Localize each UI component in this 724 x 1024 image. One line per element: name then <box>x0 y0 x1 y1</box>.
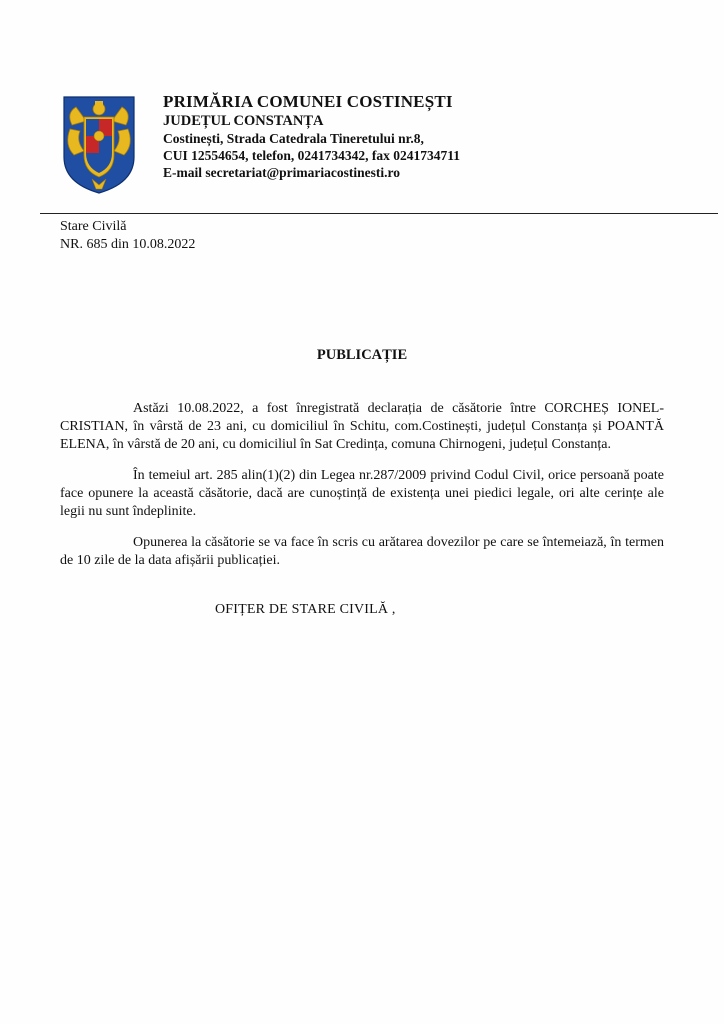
coat-of-arms-icon <box>62 95 136 195</box>
paragraph-opposition-terms: Opunerea la căsătorie se va face în scris cu arătarea dovezilor pe care se întemeiază, în termen de 10 zile de la data afișării publicației. <box>60 535 664 568</box>
institution-contact: CUI 12554654, telefon, 0241734342, fax 0241734711 <box>163 148 460 163</box>
signature-line: OFIȚER DE STARE CIVILĂ , <box>215 602 396 617</box>
institution-address: Costinești, Strada Catedrala Tineretului nr.8, <box>163 131 424 146</box>
paragraph-declaration: Astăzi 10.08.2022, a fost înregistrată declarația de căsătorie între CORCHEȘ IONEL-CRISTIAN, în vârstă de 23 ani, cu domiciliul în Schitu, com.Costinești, județul Constanța și POANTĂ ELENA, în vârstă de 20 ani, cu domiciliul în Sat Credința, comuna Chirnogeni, județul Constanța. <box>60 401 664 452</box>
registration-block <box>60 218 195 254</box>
institution-header <box>163 92 703 181</box>
paragraph-legal-basis: În temeiul art. 285 alin(1)(2) din Legea nr.287/2009 privind Codul Civil, orice persoană poate face opunere la această căsătorie, dacă are cunoștință de existența unei piedici legale, ori alte cerințe ale legii nu sunt îndeplinite. <box>60 468 664 519</box>
institution-title: PRIMĂRIA COMUNEI COSTINEȘTI <box>163 92 453 111</box>
registration-department: Stare Civilă <box>60 219 127 234</box>
institution-email: E-mail secretariat@primariacostinesti.ro <box>163 165 400 180</box>
document-title: PUBLICAȚIE <box>316 347 408 363</box>
registration-number: NR. 685 din 10.08.2022 <box>60 237 196 252</box>
institution-county: JUDEȚUL CONSTANȚA <box>163 113 324 129</box>
header-divider <box>40 213 718 214</box>
